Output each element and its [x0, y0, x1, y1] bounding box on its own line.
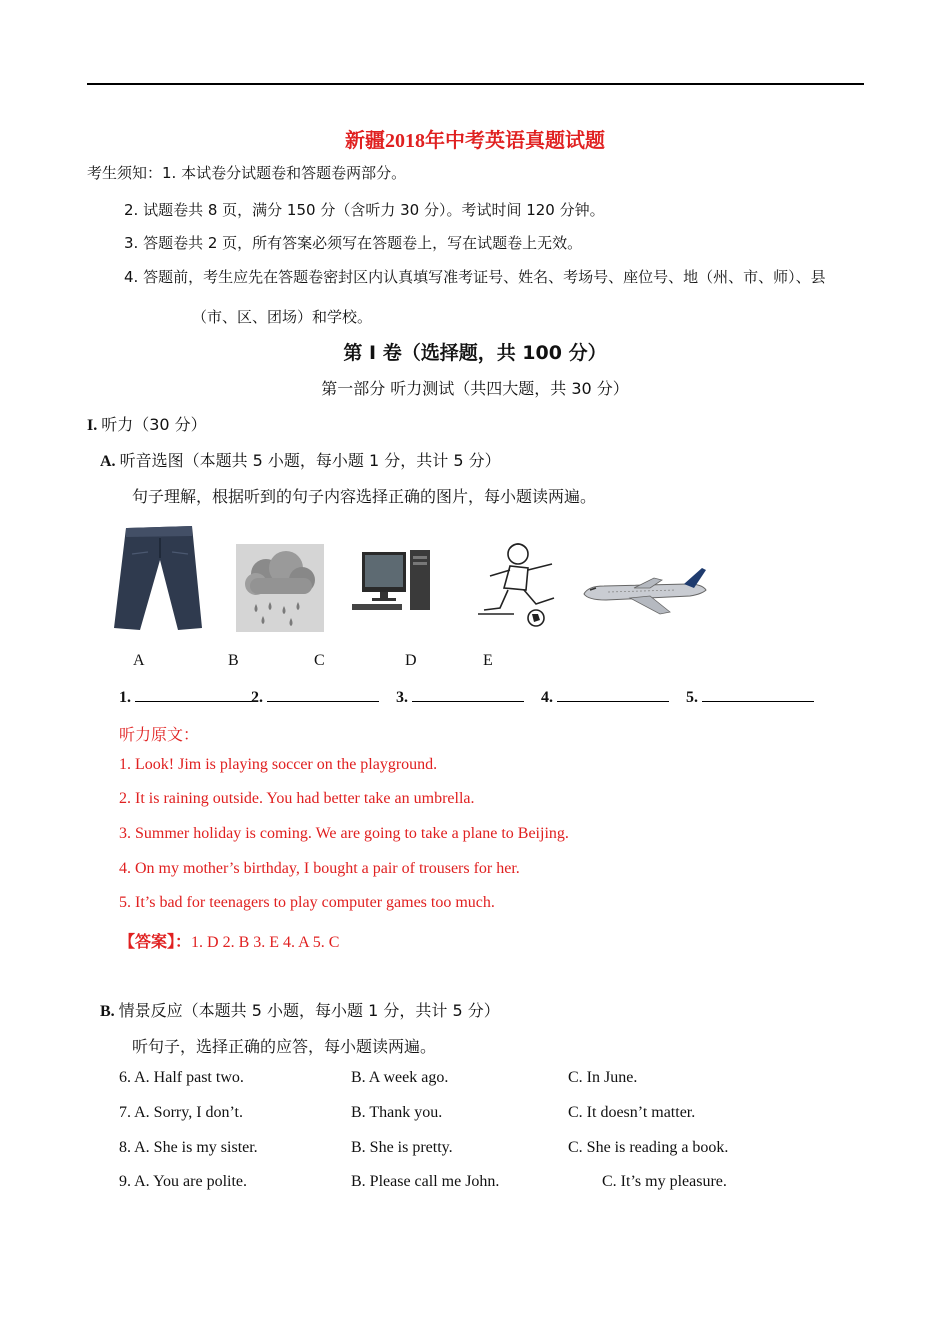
picture-letter: E — [483, 652, 493, 669]
question-6-option-c: C. In June. — [568, 1069, 638, 1086]
answer-blank[interactable] — [557, 687, 669, 702]
transcript-line: 2. It is raining outside. You had better take an umbrella. — [119, 790, 475, 807]
section-number: I. — [87, 417, 98, 434]
picture-letter: A — [133, 652, 145, 669]
part-b-instruction: 听句子，选择正确的应答，每小题读两遍。 — [132, 1037, 437, 1056]
part-title: 第一部分 听力测试（共四大题，共 30 分） — [321, 379, 629, 398]
question-8-option-a: 8. A. She is my sister. — [119, 1139, 258, 1156]
section-label: 听力（30 分） — [101, 415, 207, 434]
picture-letter: B — [228, 652, 239, 669]
question-8-option-c: C. She is reading a book. — [568, 1139, 729, 1156]
answer-slot-row — [119, 687, 253, 707]
notice-item: 4. 答题前，考生应先在答题卷密封区内认真填写准考证号、姓名、考场号、座位号、地（州、市、师）、县 — [124, 268, 826, 286]
answer-key-label: 【答案】： — [119, 934, 192, 951]
notice-item: 3. 答题卷共 2 页，所有答案必须写在答题卷上，写在试题卷上无效。 — [124, 234, 583, 252]
answer-blank[interactable] — [135, 687, 253, 702]
answer-key — [119, 929, 339, 952]
notice-item: 2. 试题卷共 8 页，满分 150 分（含听力 30 分）。考试时间 120 分钟。 — [124, 201, 605, 219]
header-rule — [87, 83, 864, 85]
question-9-option-b: B. Please call me John. — [351, 1173, 500, 1190]
answer-slot-row — [541, 687, 669, 707]
answer-slot-label: 5. — [686, 689, 698, 706]
soccer-boy-icon — [474, 540, 568, 630]
notice-item: 1. 本试卷分试题卷和答题卷两部分。 — [162, 164, 407, 182]
answer-slot-label: 4. — [541, 689, 553, 706]
computer-icon — [350, 548, 434, 614]
answer-blank[interactable] — [412, 687, 524, 702]
trousers-icon — [112, 524, 204, 632]
question-7-option-b: B. Thank you. — [351, 1104, 443, 1121]
question-7-option-c: C. It doesn’t matter. — [568, 1104, 696, 1121]
picture-letter: D — [405, 652, 417, 669]
question-9-option-c: C. It’s my pleasure. — [602, 1173, 727, 1190]
answer-slot-label: 3. — [396, 689, 408, 706]
transcript-line: 4. On my mother’s birthday, I bought a pair of trousers for her. — [119, 860, 520, 877]
question-9-option-a: 9. A. You are polite. — [119, 1173, 247, 1190]
answer-blank[interactable] — [267, 687, 379, 702]
part-a-heading — [100, 448, 501, 471]
part-b-number: B. — [100, 1003, 115, 1020]
transcript-line: 1. Look! Jim is playing soccer on the playground. — [119, 756, 438, 773]
part-a-label: 听音选图（本题共 5 小题，每小题 1 分，共计 5 分） — [119, 451, 501, 470]
section-heading — [87, 412, 207, 435]
answer-slot-row — [396, 687, 524, 707]
document-title: 新疆2018年中考英语真题试题 — [345, 130, 605, 152]
question-6-option-b: B. A week ago. — [351, 1069, 449, 1086]
answer-key-text: 1. D 2. B 3. E 4. A 5. C — [191, 934, 340, 951]
part-a-number: A. — [100, 453, 116, 470]
notice-item: （市、区、团场）和学校。 — [192, 308, 373, 326]
part-b-heading — [100, 998, 500, 1021]
notice-line-1 — [87, 162, 406, 183]
answer-blank[interactable] — [702, 687, 814, 702]
transcript-line: 3. Summer holiday is coming. We are going to take a plane to Beijing. — [119, 825, 569, 842]
volume-title: 第 I 卷（选择题，共 100 分） — [343, 342, 607, 364]
transcript-line: 5. It’s bad for teenagers to play computer games too much. — [119, 894, 495, 911]
question-8-option-b: B. She is pretty. — [351, 1139, 453, 1156]
part-a-instruction: 句子理解，根据听到的句子内容选择正确的图片，每小题读两遍。 — [132, 487, 597, 506]
notice-label: 考生须知： — [87, 164, 163, 182]
rain-cloud-icon — [236, 544, 324, 632]
part-b-label: 情景反应（本题共 5 小题，每小题 1 分，共计 5 分） — [118, 1001, 500, 1020]
answer-slot-label: 1. — [119, 689, 131, 706]
question-6-option-a: 6. A. Half past two. — [119, 1069, 244, 1086]
question-7-option-a: 7. A. Sorry, I don’t. — [119, 1104, 243, 1121]
picture-letter: C — [314, 652, 325, 669]
answer-slot-row — [251, 687, 379, 707]
answer-slot-row — [686, 687, 814, 707]
answer-slot-label: 2. — [251, 689, 263, 706]
transcript-label: 听力原文： — [119, 727, 200, 744]
airplane-icon — [580, 566, 708, 618]
